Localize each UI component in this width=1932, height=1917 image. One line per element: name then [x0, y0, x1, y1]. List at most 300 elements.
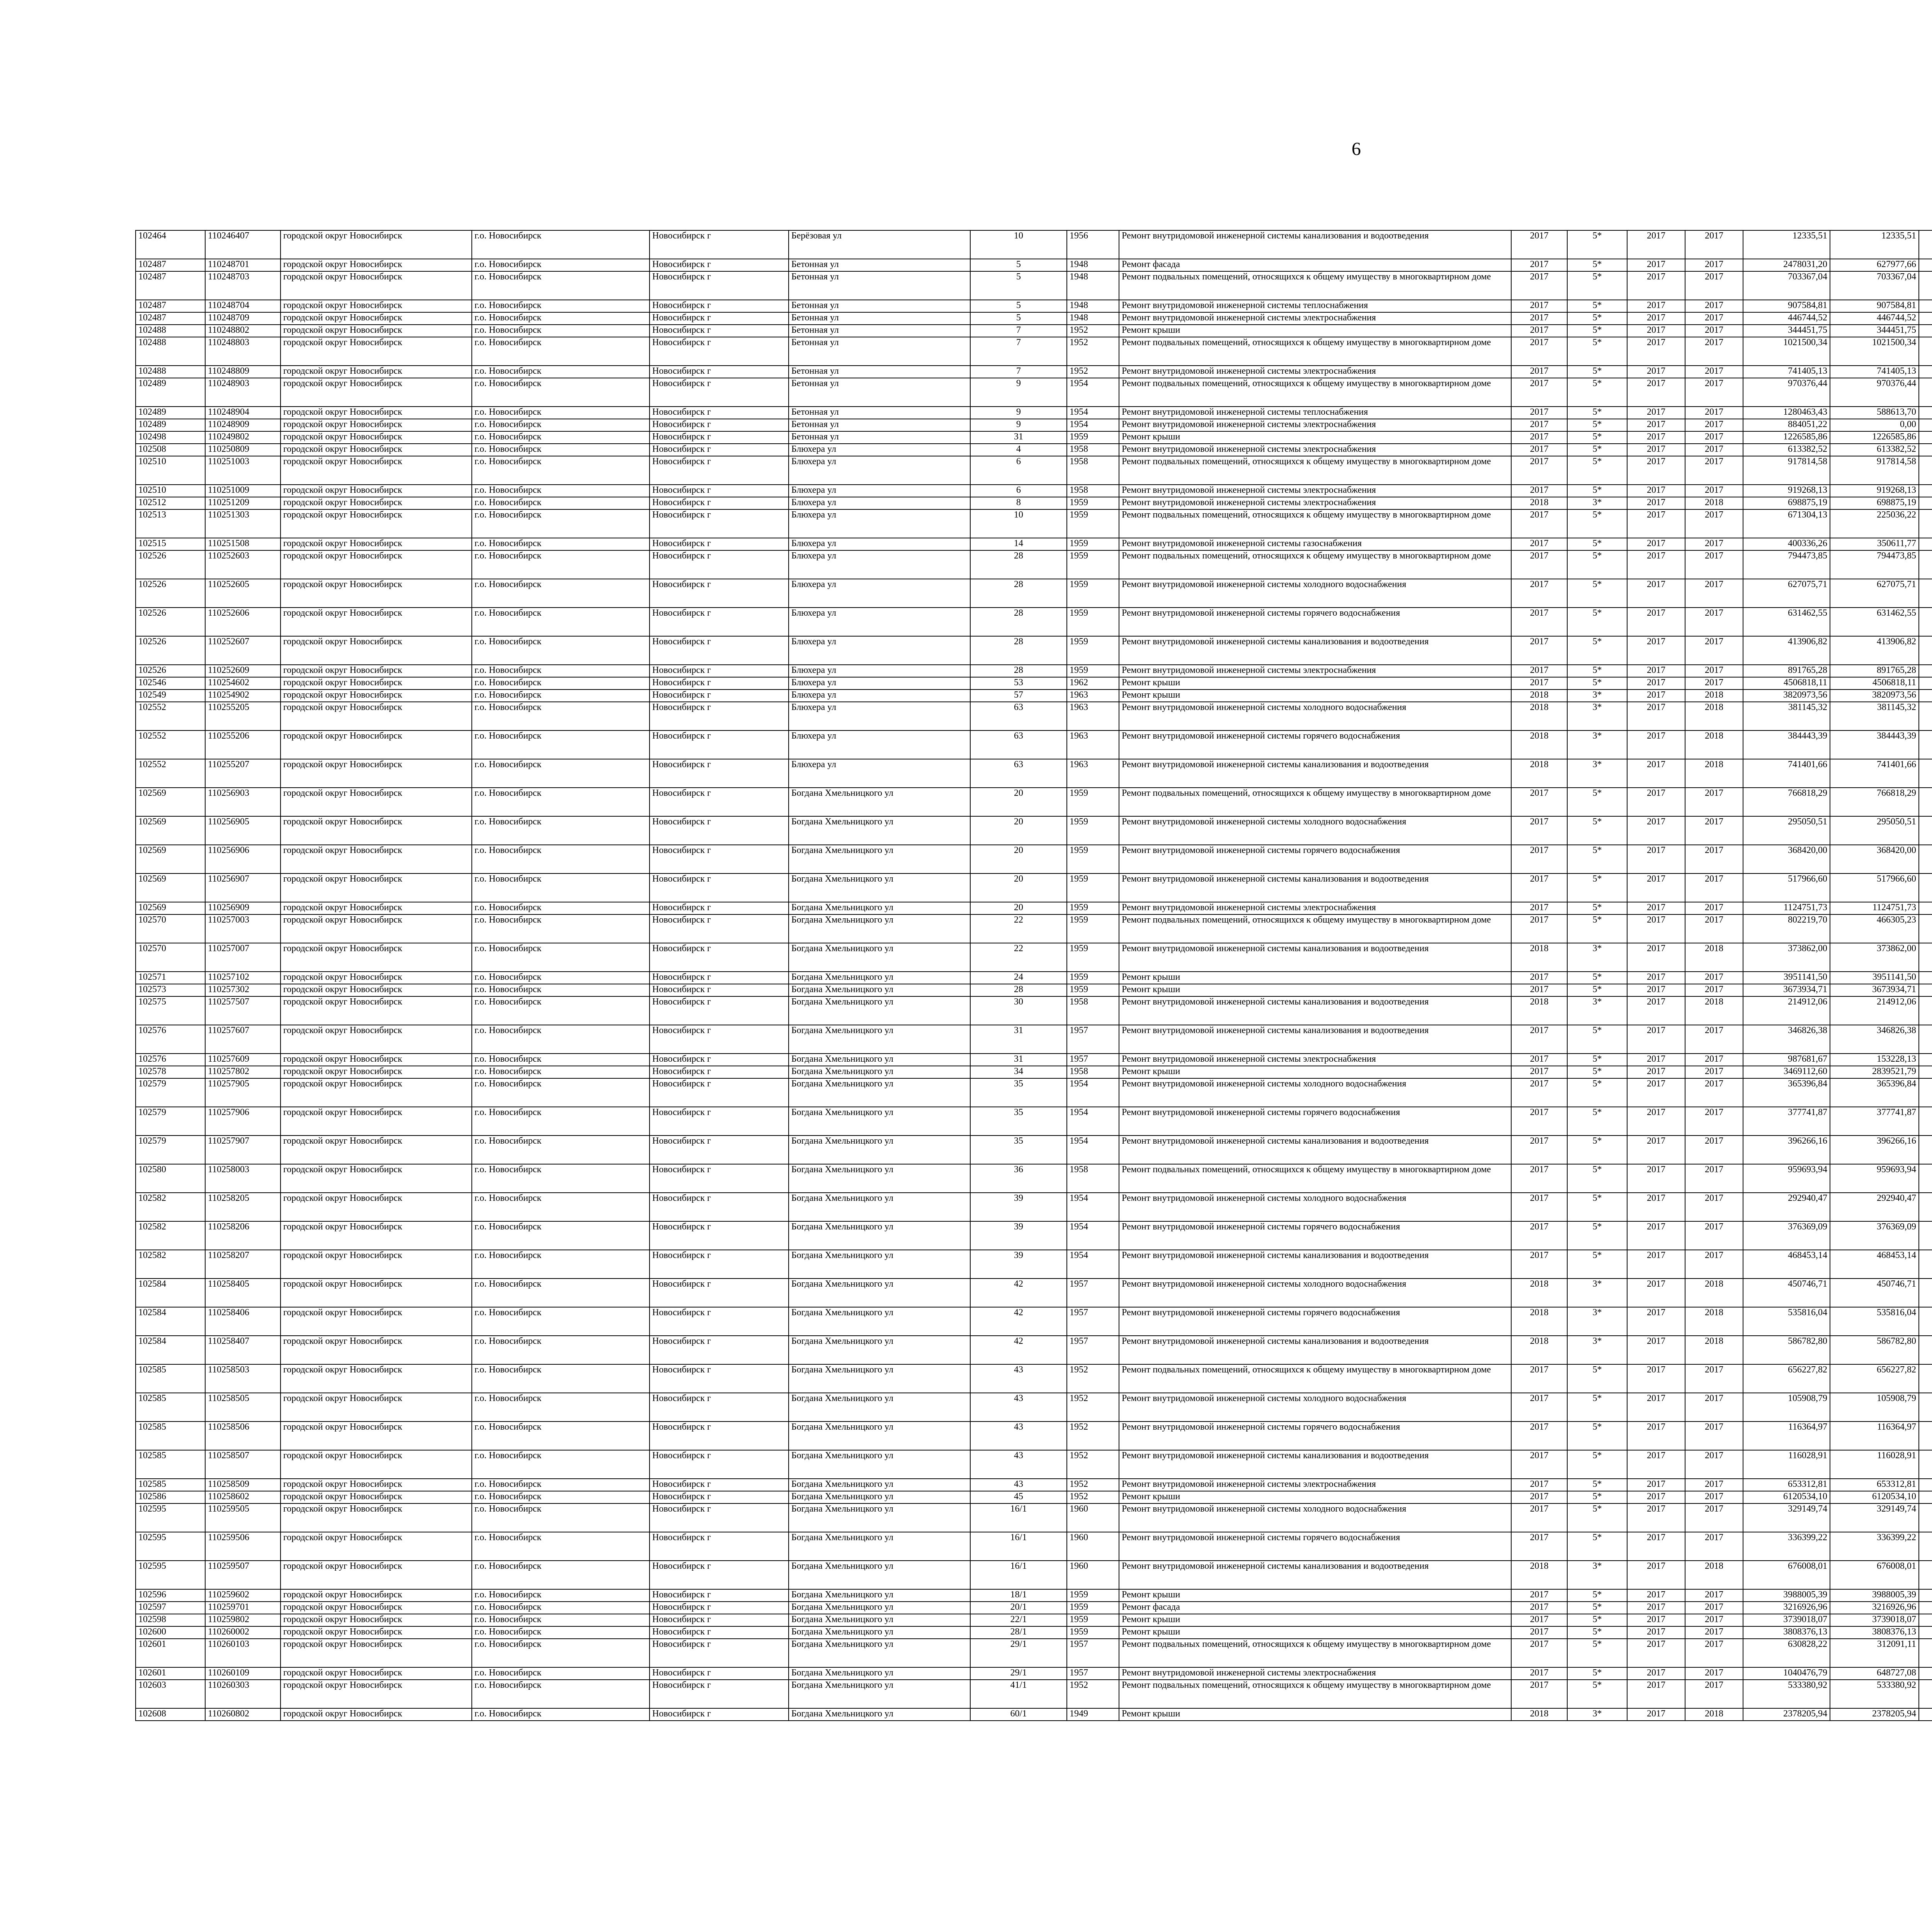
row-id: 102596 — [136, 1589, 205, 1602]
work-type-cell: Ремонт внутридомовой инженерной системы горячего водоснабжения — [1119, 608, 1511, 636]
plan-year-cell: 2017 — [1511, 1054, 1567, 1066]
build-year-cell: 1958 — [1067, 444, 1119, 456]
row-id: 102488 — [136, 337, 205, 366]
region-cell: городской округ Новосибирск — [281, 1364, 472, 1393]
fund-cost-cell: 384443,39 — [1830, 730, 1919, 759]
end-year-cell: 2018 — [1685, 730, 1743, 759]
work-type-cell: Ремонт внутридомовой инженерной системы холодного водоснабжения — [1119, 1078, 1511, 1107]
work-type-cell: Ремонт фасада — [1119, 1602, 1511, 1614]
house-number-cell: 45 — [970, 1491, 1067, 1503]
house-number-cell: 6 — [970, 456, 1067, 485]
total-cost-cell: 676008,01 — [1743, 1561, 1830, 1589]
house-code: 110248803 — [205, 337, 281, 366]
city-cell: Новосибирск г — [650, 1164, 789, 1193]
house-number-cell: 43 — [970, 1364, 1067, 1393]
total-cost-cell: 368420,00 — [1743, 845, 1830, 873]
row-id: 102510 — [136, 456, 205, 485]
municipality-cell: г.о. Новосибирск — [472, 1193, 650, 1221]
house-code: 110256905 — [205, 816, 281, 845]
end-year-cell: 2017 — [1685, 325, 1743, 337]
start-year-cell: 2017 — [1627, 419, 1685, 431]
region-cell: городской округ Новосибирск — [281, 1164, 472, 1193]
mark-cell: 5* — [1567, 538, 1627, 550]
plan-year-cell: 2017 — [1511, 1626, 1567, 1639]
row-id: 102576 — [136, 1025, 205, 1054]
fund-cost-cell: 368420,00 — [1830, 845, 1919, 873]
row-id: 102585 — [136, 1422, 205, 1450]
work-type-cell: Ремонт внутридомовой инженерной системы канализования и водоотведения — [1119, 1450, 1511, 1479]
house-code: 110257607 — [205, 1025, 281, 1054]
total-cost-cell: 891765,28 — [1743, 665, 1830, 677]
municipality-cell: г.о. Новосибирск — [472, 1025, 650, 1054]
end-year-cell: 2017 — [1685, 1639, 1743, 1667]
end-year-cell: 2017 — [1685, 550, 1743, 579]
house-number-cell: 22 — [970, 943, 1067, 972]
row-id: 102515 — [136, 538, 205, 550]
municipality-cell: г.о. Новосибирск — [472, 1491, 650, 1503]
fund-cost-cell: 3988005,39 — [1830, 1589, 1919, 1602]
total-cost-cell: 884051,22 — [1743, 419, 1830, 431]
plan-year-cell: 2017 — [1511, 1589, 1567, 1602]
table-row — [136, 1136, 1932, 1164]
fund-cost-cell: 350611,77 — [1830, 538, 1919, 550]
start-year-cell: 2017 — [1627, 1136, 1685, 1164]
house-number-cell: 10 — [970, 230, 1067, 259]
row-id: 102595 — [136, 1503, 205, 1532]
municipality-cell: г.о. Новосибирск — [472, 1561, 650, 1589]
city-cell: Новосибирск г — [650, 1561, 789, 1589]
start-year-cell: 2017 — [1627, 550, 1685, 579]
row-id: 102526 — [136, 665, 205, 677]
row-id: 102569 — [136, 788, 205, 816]
mark-cell: 3* — [1567, 1307, 1627, 1336]
total-cost-cell: 2378205,94 — [1743, 1708, 1830, 1721]
start-year-cell: 2017 — [1627, 259, 1685, 271]
plan-year-cell: 2017 — [1511, 1066, 1567, 1078]
fund-cost-cell: 648727,08 — [1830, 1667, 1919, 1680]
fund-cost-cell: 2839521,79 — [1830, 1066, 1919, 1078]
end-year-cell: 2017 — [1685, 1626, 1743, 1639]
street-cell: Богдана Хмельницкого ул — [789, 984, 970, 996]
total-cost-cell: 3951141,50 — [1743, 972, 1830, 984]
fund-cost-cell: 631462,55 — [1830, 608, 1919, 636]
mark-cell: 5* — [1567, 636, 1627, 665]
region-cell: городской округ Новосибирск — [281, 914, 472, 943]
street-cell: Богдана Хмельницкого ул — [789, 996, 970, 1025]
house-number-cell: 39 — [970, 1221, 1067, 1250]
table-body — [136, 230, 1932, 1721]
table-row — [136, 1532, 1932, 1561]
municipality-cell: г.о. Новосибирск — [472, 1626, 650, 1639]
work-type-cell: Ремонт внутридомовой инженерной системы холодного водоснабжения — [1119, 702, 1511, 730]
total-cost-cell: 613382,52 — [1743, 444, 1830, 456]
build-year-cell: 1959 — [1067, 984, 1119, 996]
street-cell: Бетонная ул — [789, 325, 970, 337]
region-cell: городской округ Новосибирск — [281, 1078, 472, 1107]
end-year-cell: 2017 — [1685, 312, 1743, 325]
city-cell: Новосибирск г — [650, 759, 789, 788]
fund-cost-cell: 917814,58 — [1830, 456, 1919, 485]
municipality-cell: г.о. Новосибирск — [472, 444, 650, 456]
region-cell: городской округ Новосибирск — [281, 1025, 472, 1054]
municipality-cell: г.о. Новосибирск — [472, 419, 650, 431]
table-row — [136, 509, 1932, 538]
street-cell: Богдана Хмельницкого ул — [789, 1054, 970, 1066]
region-cell: городской округ Новосибирск — [281, 1450, 472, 1479]
total-cost-cell: 3820973,56 — [1743, 690, 1830, 702]
table-row — [136, 873, 1932, 902]
start-year-cell: 2017 — [1627, 702, 1685, 730]
house-code: 110257609 — [205, 1054, 281, 1066]
row-id: 102487 — [136, 300, 205, 312]
fund-cost-cell: 376369,09 — [1830, 1221, 1919, 1250]
build-year-cell: 1963 — [1067, 690, 1119, 702]
build-year-cell: 1959 — [1067, 914, 1119, 943]
amount-cell — [1919, 444, 1932, 456]
end-year-cell: 2017 — [1685, 579, 1743, 608]
total-cost-cell: 3739018,07 — [1743, 1614, 1830, 1626]
table-row — [136, 419, 1932, 431]
total-cost-cell: 295050,51 — [1743, 816, 1830, 845]
end-year-cell: 2017 — [1685, 665, 1743, 677]
amount-cell — [1919, 1136, 1932, 1164]
work-type-cell: Ремонт внутридомовой инженерной системы канализования и водоотведения — [1119, 636, 1511, 665]
start-year-cell: 2017 — [1627, 845, 1685, 873]
amount-cell — [1919, 312, 1932, 325]
row-id: 102487 — [136, 271, 205, 300]
build-year-cell: 1954 — [1067, 1193, 1119, 1221]
city-cell: Новосибирск г — [650, 1532, 789, 1561]
total-cost-cell: 365396,84 — [1743, 1078, 1830, 1107]
amount-cell — [1919, 407, 1932, 419]
end-year-cell: 2017 — [1685, 816, 1743, 845]
table-row — [136, 1479, 1932, 1491]
municipality-cell: г.о. Новосибирск — [472, 636, 650, 665]
plan-year-cell: 2017 — [1511, 1221, 1567, 1250]
build-year-cell: 1958 — [1067, 456, 1119, 485]
municipality-cell: г.о. Новосибирск — [472, 1364, 650, 1393]
house-number-cell: 20 — [970, 788, 1067, 816]
street-cell: Богдана Хмельницкого ул — [789, 1532, 970, 1561]
plan-year-cell: 2017 — [1511, 1639, 1567, 1667]
start-year-cell: 2017 — [1627, 1532, 1685, 1561]
mark-cell: 5* — [1567, 1193, 1627, 1221]
mark-cell: 5* — [1567, 972, 1627, 984]
city-cell: Новосибирск г — [650, 230, 789, 259]
street-cell: Богдана Хмельницкого ул — [789, 845, 970, 873]
city-cell: Новосибирск г — [650, 579, 789, 608]
plan-year-cell: 2017 — [1511, 407, 1567, 419]
table-row — [136, 1680, 1932, 1708]
total-cost-cell: 3808376,13 — [1743, 1626, 1830, 1639]
build-year-cell: 1960 — [1067, 1532, 1119, 1561]
house-code: 110258206 — [205, 1221, 281, 1250]
total-cost-cell: 741405,13 — [1743, 366, 1830, 378]
amount-cell — [1919, 1393, 1932, 1422]
work-type-cell: Ремонт фасада — [1119, 259, 1511, 271]
start-year-cell: 2017 — [1627, 1422, 1685, 1450]
build-year-cell: 1959 — [1067, 608, 1119, 636]
amount-cell — [1919, 873, 1932, 902]
street-cell: Блюхера ул — [789, 579, 970, 608]
amount-cell — [1919, 1078, 1932, 1107]
city-cell: Новосибирск г — [650, 996, 789, 1025]
plan-year-cell: 2017 — [1511, 259, 1567, 271]
fund-cost-cell: 741405,13 — [1830, 366, 1919, 378]
mark-cell: 5* — [1567, 259, 1627, 271]
plan-year-cell: 2018 — [1511, 702, 1567, 730]
fund-cost-cell: 613382,52 — [1830, 444, 1919, 456]
municipality-cell: г.о. Новосибирск — [472, 816, 650, 845]
build-year-cell: 1956 — [1067, 230, 1119, 259]
start-year-cell: 2017 — [1627, 1393, 1685, 1422]
region-cell: городской округ Новосибирск — [281, 1532, 472, 1561]
municipality-cell: г.о. Новосибирск — [472, 312, 650, 325]
house-number-cell: 7 — [970, 337, 1067, 366]
table-row — [136, 407, 1932, 419]
municipality-cell: г.о. Новосибирск — [472, 337, 650, 366]
fund-cost-cell: 3216926,96 — [1830, 1602, 1919, 1614]
amount-cell — [1919, 419, 1932, 431]
plan-year-cell: 2017 — [1511, 984, 1567, 996]
mark-cell: 5* — [1567, 444, 1627, 456]
house-number-cell: 39 — [970, 1250, 1067, 1279]
house-code: 110259802 — [205, 1614, 281, 1626]
total-cost-cell: 741401,66 — [1743, 759, 1830, 788]
work-type-cell: Ремонт внутридомовой инженерной системы канализования и водоотведения — [1119, 1250, 1511, 1279]
region-cell: городской округ Новосибирск — [281, 984, 472, 996]
amount-cell — [1919, 1680, 1932, 1708]
total-cost-cell: 517966,60 — [1743, 873, 1830, 902]
region-cell: городской округ Новосибирск — [281, 419, 472, 431]
mark-cell: 3* — [1567, 1561, 1627, 1589]
plan-year-cell: 2017 — [1511, 914, 1567, 943]
city-cell: Новосибирск г — [650, 1136, 789, 1164]
house-code: 110256906 — [205, 845, 281, 873]
work-type-cell: Ремонт внутридомовой инженерной системы теплоснабжения — [1119, 300, 1511, 312]
end-year-cell: 2017 — [1685, 1422, 1743, 1450]
start-year-cell: 2017 — [1627, 485, 1685, 497]
end-year-cell: 2017 — [1685, 419, 1743, 431]
mark-cell: 5* — [1567, 1491, 1627, 1503]
mark-cell: 5* — [1567, 1667, 1627, 1680]
city-cell: Новосибирск г — [650, 845, 789, 873]
end-year-cell: 2017 — [1685, 914, 1743, 943]
municipality-cell: г.о. Новосибирск — [472, 1221, 650, 1250]
house-code: 110248903 — [205, 378, 281, 407]
end-year-cell: 2017 — [1685, 1107, 1743, 1136]
amount-cell — [1919, 497, 1932, 509]
region-cell: городской округ Новосибирск — [281, 325, 472, 337]
start-year-cell: 2017 — [1627, 366, 1685, 378]
table-row — [136, 1221, 1932, 1250]
mark-cell: 5* — [1567, 873, 1627, 902]
house-code: 110256909 — [205, 902, 281, 914]
region-cell: городской округ Новосибирск — [281, 1708, 472, 1721]
mark-cell: 3* — [1567, 730, 1627, 759]
city-cell: Новосибирск г — [650, 1250, 789, 1279]
total-cost-cell: 2478031,20 — [1743, 259, 1830, 271]
mark-cell: 5* — [1567, 1221, 1627, 1250]
table-row — [136, 456, 1932, 485]
city-cell: Новосибирск г — [650, 419, 789, 431]
house-number-cell: 8 — [970, 497, 1067, 509]
start-year-cell: 2017 — [1627, 730, 1685, 759]
table-row — [136, 1708, 1932, 1721]
build-year-cell: 1954 — [1067, 378, 1119, 407]
city-cell: Новосибирск г — [650, 984, 789, 996]
amount-cell — [1919, 1708, 1932, 1721]
fund-cost-cell: 373862,00 — [1830, 943, 1919, 972]
row-id: 102585 — [136, 1364, 205, 1393]
municipality-cell: г.о. Новосибирск — [472, 1503, 650, 1532]
total-cost-cell: 336399,22 — [1743, 1532, 1830, 1561]
work-type-cell: Ремонт крыши — [1119, 325, 1511, 337]
municipality-cell: г.о. Новосибирск — [472, 538, 650, 550]
work-type-cell: Ремонт крыши — [1119, 1614, 1511, 1626]
region-cell: городской округ Новосибирск — [281, 300, 472, 312]
street-cell: Блюхера ул — [789, 444, 970, 456]
build-year-cell: 1952 — [1067, 1491, 1119, 1503]
plan-year-cell: 2017 — [1511, 1393, 1567, 1422]
municipality-cell: г.о. Новосибирск — [472, 366, 650, 378]
total-cost-cell: 400336,26 — [1743, 538, 1830, 550]
municipality-cell: г.о. Новосибирск — [472, 259, 650, 271]
mark-cell: 5* — [1567, 1626, 1627, 1639]
house-code: 110257302 — [205, 984, 281, 996]
build-year-cell: 1952 — [1067, 366, 1119, 378]
region-cell: городской округ Новосибирск — [281, 730, 472, 759]
table-row — [136, 325, 1932, 337]
row-id: 102573 — [136, 984, 205, 996]
house-number-cell: 42 — [970, 1307, 1067, 1336]
table-row — [136, 984, 1932, 996]
street-cell: Богдана Хмельницкого ул — [789, 1221, 970, 1250]
region-cell: городской округ Новосибирск — [281, 1667, 472, 1680]
region-cell: городской округ Новосибирск — [281, 366, 472, 378]
end-year-cell: 2018 — [1685, 690, 1743, 702]
fund-cost-cell: 468453,14 — [1830, 1250, 1919, 1279]
municipality-cell: г.о. Новосибирск — [472, 1066, 650, 1078]
start-year-cell: 2017 — [1627, 996, 1685, 1025]
region-cell: городской округ Новосибирск — [281, 271, 472, 300]
build-year-cell: 1954 — [1067, 1250, 1119, 1279]
table-row — [136, 579, 1932, 608]
municipality-cell: г.о. Новосибирск — [472, 902, 650, 914]
municipality-cell: г.о. Новосибирск — [472, 1336, 650, 1364]
region-cell: городской округ Новосибирск — [281, 1307, 472, 1336]
start-year-cell: 2017 — [1627, 972, 1685, 984]
street-cell: Берёзовая ул — [789, 230, 970, 259]
mark-cell: 5* — [1567, 914, 1627, 943]
end-year-cell: 2017 — [1685, 1054, 1743, 1066]
street-cell: Бетонная ул — [789, 259, 970, 271]
row-id: 102488 — [136, 325, 205, 337]
start-year-cell: 2017 — [1627, 1107, 1685, 1136]
amount-cell — [1919, 300, 1932, 312]
municipality-cell: г.о. Новосибирск — [472, 271, 650, 300]
plan-year-cell: 2017 — [1511, 366, 1567, 378]
end-year-cell: 2017 — [1685, 1193, 1743, 1221]
fund-cost-cell: 703367,04 — [1830, 271, 1919, 300]
row-id: 102571 — [136, 972, 205, 984]
row-id: 102552 — [136, 702, 205, 730]
total-cost-cell: 377741,87 — [1743, 1107, 1830, 1136]
city-cell: Новосибирск г — [650, 665, 789, 677]
page-number: 6 — [1352, 139, 1361, 159]
house-number-cell: 5 — [970, 259, 1067, 271]
amount-cell — [1919, 845, 1932, 873]
end-year-cell: 2018 — [1685, 996, 1743, 1025]
municipality-cell: г.о. Новосибирск — [472, 1667, 650, 1680]
municipality-cell: г.о. Новосибирск — [472, 456, 650, 485]
total-cost-cell: 384443,39 — [1743, 730, 1830, 759]
work-type-cell: Ремонт внутридомовой инженерной системы горячего водоснабжения — [1119, 1307, 1511, 1336]
city-cell: Новосибирск г — [650, 456, 789, 485]
plan-year-cell: 2017 — [1511, 1479, 1567, 1491]
region-cell: городской округ Новосибирск — [281, 337, 472, 366]
street-cell: Богдана Хмельницкого ул — [789, 1250, 970, 1279]
total-cost-cell: 794473,85 — [1743, 550, 1830, 579]
house-code: 110255206 — [205, 730, 281, 759]
city-cell: Новосибирск г — [650, 1626, 789, 1639]
amount-cell — [1919, 1307, 1932, 1336]
house-code: 110251303 — [205, 509, 281, 538]
work-type-cell: Ремонт подвальных помещений, относящихся к общему имуществу в многоквартирном доме — [1119, 337, 1511, 366]
row-id: 102585 — [136, 1393, 205, 1422]
street-cell: Бетонная ул — [789, 312, 970, 325]
table-row — [136, 902, 1932, 914]
fund-cost-cell: 907584,81 — [1830, 300, 1919, 312]
fund-cost-cell: 698875,19 — [1830, 497, 1919, 509]
house-code: 110260802 — [205, 1708, 281, 1721]
end-year-cell: 2018 — [1685, 1336, 1743, 1364]
house-number-cell: 43 — [970, 1479, 1067, 1491]
fund-cost-cell: 588613,70 — [1830, 407, 1919, 419]
plan-year-cell: 2017 — [1511, 1532, 1567, 1561]
plan-year-cell: 2017 — [1511, 972, 1567, 984]
region-cell: городской округ Новосибирск — [281, 636, 472, 665]
start-year-cell: 2017 — [1627, 902, 1685, 914]
house-number-cell: 29/1 — [970, 1667, 1067, 1680]
amount-cell — [1919, 1667, 1932, 1680]
work-type-cell: Ремонт внутридомовой инженерной системы канализования и водоотведения — [1119, 1561, 1511, 1589]
build-year-cell: 1959 — [1067, 538, 1119, 550]
work-type-cell: Ремонт внутридомовой инженерной системы канализования и водоотведения — [1119, 230, 1511, 259]
table-row — [136, 1450, 1932, 1479]
fund-cost-cell: 153228,13 — [1830, 1054, 1919, 1066]
start-year-cell: 2017 — [1627, 1450, 1685, 1479]
city-cell: Новосибирск г — [650, 816, 789, 845]
table-row — [136, 550, 1932, 579]
house-number-cell: 5 — [970, 271, 1067, 300]
house-number-cell: 57 — [970, 690, 1067, 702]
city-cell: Новосибирск г — [650, 1054, 789, 1066]
table-row — [136, 816, 1932, 845]
fund-cost-cell: 3673934,71 — [1830, 984, 1919, 996]
fund-cost-cell: 3951141,50 — [1830, 972, 1919, 984]
end-year-cell: 2017 — [1685, 1503, 1743, 1532]
house-number-cell: 20 — [970, 845, 1067, 873]
table-row — [136, 337, 1932, 366]
region-cell: городской округ Новосибирск — [281, 816, 472, 845]
amount-cell — [1919, 271, 1932, 300]
street-cell: Бетонная ул — [789, 431, 970, 444]
house-code: 110257007 — [205, 943, 281, 972]
mark-cell: 5* — [1567, 902, 1627, 914]
total-cost-cell: 656227,82 — [1743, 1364, 1830, 1393]
total-cost-cell: 586782,80 — [1743, 1336, 1830, 1364]
